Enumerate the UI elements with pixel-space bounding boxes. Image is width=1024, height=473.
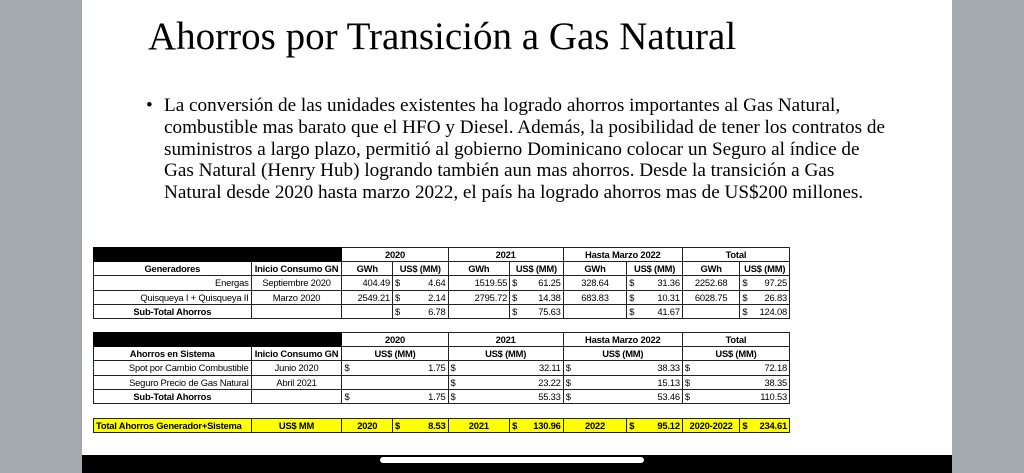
total-value: $ 234.61 bbox=[740, 419, 790, 433]
usd-value: $ 72.18 bbox=[682, 361, 789, 375]
period-2022: Hasta Marzo 2022 bbox=[563, 333, 682, 347]
subtotal-row bbox=[94, 304, 790, 318]
row-start: Abril 2021 bbox=[251, 375, 342, 389]
total-value: $ 8.53 bbox=[392, 419, 448, 433]
col-usd: US$ (MM) bbox=[740, 262, 790, 276]
subtotal-value: $ 41.67 bbox=[627, 304, 683, 318]
usd-value: $ 2.14 bbox=[392, 290, 448, 304]
col-gwh: GWh bbox=[682, 262, 740, 276]
subtotal-value: $ 124.08 bbox=[740, 304, 790, 318]
gwh-value: 328.64 bbox=[563, 276, 627, 290]
total-period: 2020 bbox=[342, 419, 393, 433]
total-row bbox=[94, 419, 790, 433]
total-value: $ 130.96 bbox=[510, 419, 564, 433]
header-black-cell bbox=[94, 248, 342, 262]
subtotal-label: Sub-Total Ahorros bbox=[94, 389, 252, 403]
slide-title: Ahorros por Transición a Gas Natural bbox=[148, 15, 737, 58]
period-2021: 2021 bbox=[448, 248, 563, 262]
usd-value: $ 14.38 bbox=[510, 290, 564, 304]
usd-value: $ 10.31 bbox=[627, 290, 683, 304]
col-usd: US$ (MM) bbox=[448, 347, 563, 361]
header-black-cell bbox=[94, 333, 342, 347]
usd-value: $ 15.13 bbox=[563, 375, 682, 389]
col-usd: US$ (MM) bbox=[627, 262, 683, 276]
row-name: Quisqueya I + Quisqueya II bbox=[94, 290, 252, 304]
col-usd: US$ (MM) bbox=[342, 347, 448, 361]
period-2021: 2021 bbox=[448, 333, 563, 347]
gwh-value: 6028.75 bbox=[682, 290, 740, 304]
col-inicio: Inicio Consumo GN bbox=[251, 347, 342, 361]
table-row bbox=[94, 361, 790, 375]
gwh-value: 683.83 bbox=[563, 290, 627, 304]
total-value: $ 95.12 bbox=[627, 419, 683, 433]
period-total: Total bbox=[682, 333, 789, 347]
col-usd: US$ (MM) bbox=[682, 347, 789, 361]
col-generadores: Generadores bbox=[94, 262, 252, 276]
usd-value: $ 38.35 bbox=[682, 375, 789, 389]
col-usd: US$ (MM) bbox=[392, 262, 448, 276]
table-row bbox=[94, 290, 790, 304]
col-inicio: Inicio Consumo GN bbox=[251, 262, 342, 276]
col-usd: US$ (MM) bbox=[563, 347, 682, 361]
col-gwh: GWh bbox=[448, 262, 510, 276]
total-period: 2021 bbox=[448, 419, 510, 433]
usd-value: $ 1.75 bbox=[342, 361, 448, 375]
usd-value: $ 97.25 bbox=[740, 276, 790, 290]
col-gwh: GWh bbox=[342, 262, 393, 276]
subtotal-value: $ 75.63 bbox=[510, 304, 564, 318]
period-total: Total bbox=[682, 248, 789, 262]
col-ahorros: Ahorros en Sistema bbox=[94, 347, 252, 361]
subtotal-label: Sub-Total Ahorros bbox=[94, 304, 252, 318]
row-name: Energas bbox=[94, 276, 252, 290]
row-start: Junio 2020 bbox=[251, 361, 342, 375]
period-header-row bbox=[94, 333, 790, 347]
total-unit: US$ MM bbox=[251, 419, 342, 433]
period-2022: Hasta Marzo 2022 bbox=[563, 248, 682, 262]
generators-table bbox=[93, 247, 790, 319]
gwh-value: 2252.68 bbox=[682, 276, 740, 290]
bullet-dot: • bbox=[146, 95, 153, 116]
row-name: Seguro Precio de Gas Natural bbox=[94, 375, 252, 389]
gwh-value: 2795.72 bbox=[448, 290, 510, 304]
home-indicator[interactable] bbox=[380, 457, 644, 463]
total-period: 2022 bbox=[563, 419, 627, 433]
usd-value: $ 4.64 bbox=[392, 276, 448, 290]
gwh-value: 2549.21 bbox=[342, 290, 393, 304]
usd-value: $ 23.22 bbox=[448, 375, 563, 389]
right-frame bbox=[952, 0, 1024, 473]
row-start: Septiembre 2020 bbox=[251, 276, 342, 290]
usd-value: $ 38.33 bbox=[563, 361, 682, 375]
table-row bbox=[94, 375, 790, 389]
column-header-row bbox=[94, 262, 790, 276]
subtotal-value: $ 55.33 bbox=[448, 389, 563, 403]
row-start: Marzo 2020 bbox=[251, 290, 342, 304]
subtotal-value: $ 53.46 bbox=[563, 389, 682, 403]
gwh-value: 1519.55 bbox=[448, 276, 510, 290]
bullet-text: La conversión de las unidades existentes ha logrado ahorros importantes al Gas Natural, combustible mas barato que el HFO y Diesel. Además, la posibilidad de tener los contratos de suministros a largo plazo, permitió al gobierno Dominicano colocar un Seguro al índice de Gas Natural (Henry Hub) logrando también aun mas ahorros. Desde la transición a Gas Natural desde 2020 hasta marzo 2022, el país ha logrado ahorros mas de US$200 millones. bbox=[164, 95, 885, 204]
grand-total-table bbox=[93, 418, 790, 433]
period-header-row bbox=[94, 248, 790, 262]
subtotal-value: $ 6.78 bbox=[392, 304, 448, 318]
subtotal-value: $ 1.75 bbox=[342, 389, 448, 403]
gwh-value: 404.49 bbox=[342, 276, 393, 290]
usd-value: $ 26.83 bbox=[740, 290, 790, 304]
usd-value: $ 61.25 bbox=[510, 276, 564, 290]
subtotal-row bbox=[94, 389, 790, 403]
subtotal-value: $ 110.53 bbox=[682, 389, 789, 403]
usd-value: $ 31.36 bbox=[627, 276, 683, 290]
period-2020: 2020 bbox=[342, 333, 448, 347]
total-period: 2020-2022 bbox=[682, 419, 740, 433]
table-row bbox=[94, 276, 790, 290]
col-usd: US$ (MM) bbox=[510, 262, 564, 276]
usd-value: $ 32.11 bbox=[448, 361, 563, 375]
usd-value bbox=[342, 375, 448, 389]
left-frame bbox=[0, 0, 82, 473]
total-label: Total Ahorros Generador+Sistema bbox=[94, 419, 252, 433]
col-gwh: GWh bbox=[563, 262, 627, 276]
system-savings-table bbox=[93, 332, 790, 404]
column-header-row bbox=[94, 347, 790, 361]
period-2020: 2020 bbox=[342, 248, 448, 262]
row-name: Spot por Cambio Combustible bbox=[94, 361, 252, 375]
